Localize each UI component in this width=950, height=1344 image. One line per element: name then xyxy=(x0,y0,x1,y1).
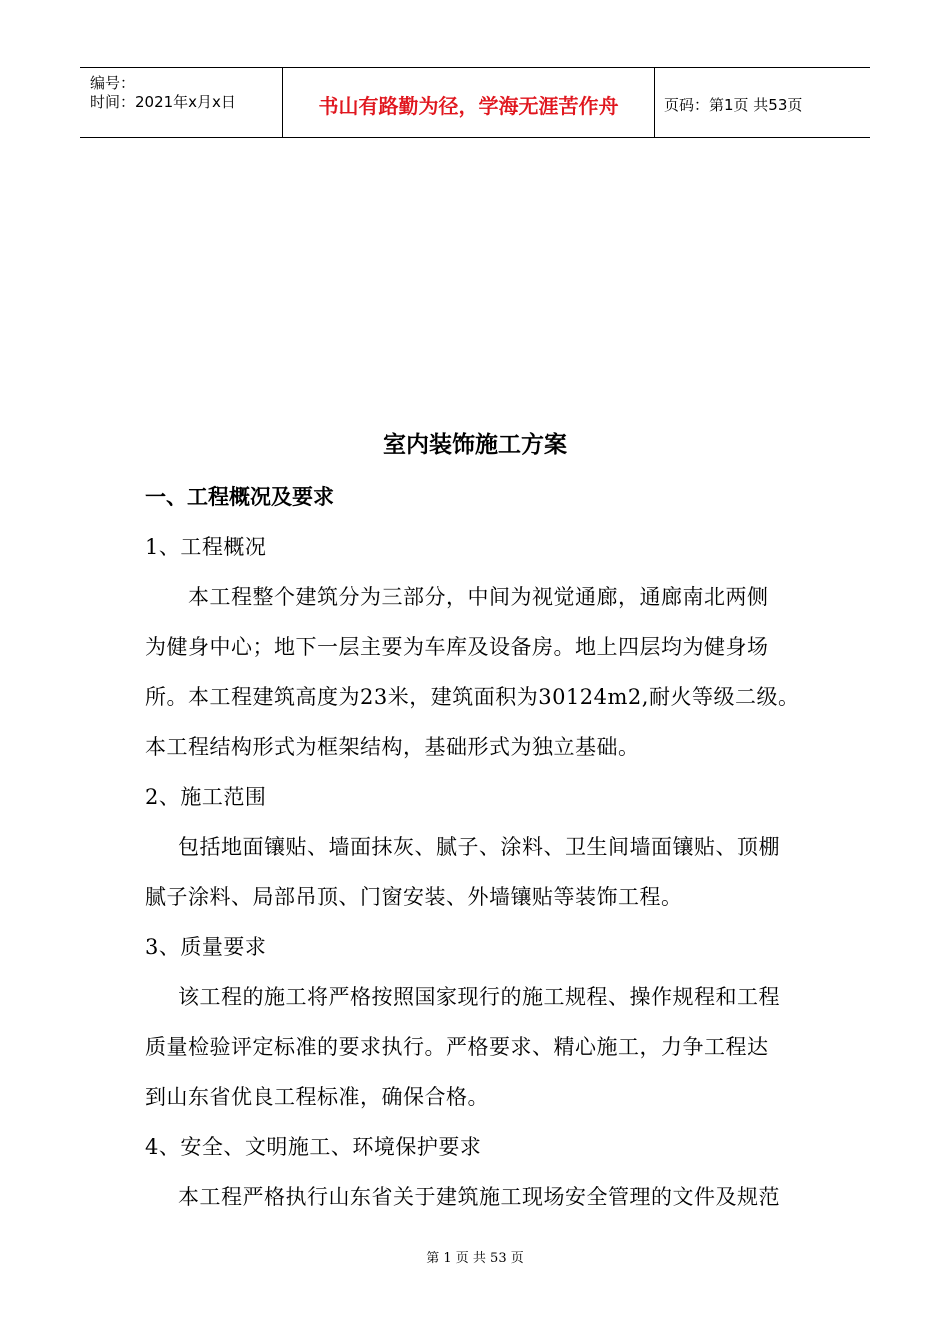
item-heading: 4、安全、文明施工、环境保护要求 xyxy=(145,1135,482,1159)
page-footer: 第 1 页 共 53 页 xyxy=(426,1251,524,1266)
header-page-cell xyxy=(654,68,870,137)
paragraph-line: 质量检验评定标准的要求执行。严格要求、精心施工，力争工程达 xyxy=(145,1035,769,1059)
paragraph-line: 为健身中心；地下一层主要为车库及设备房。地上四层均为健身场 xyxy=(145,635,769,659)
page-info: 页码：第1页 共53页 xyxy=(664,96,803,114)
document-number: 编号： xyxy=(90,74,136,92)
document-time: 时间：2021年x月x日 xyxy=(90,93,236,111)
header-info-cell xyxy=(80,68,282,137)
section-heading: 一、工程概况及要求 xyxy=(145,485,334,509)
item-heading: 1、工程概况 xyxy=(145,535,267,559)
document-title: 室内装饰施工方案 xyxy=(383,432,567,458)
item-heading: 3、质量要求 xyxy=(145,935,267,959)
paragraph-line: 包括地面镶贴、墙面抹灰、腻子、涂料、卫生间墙面镶贴、顶棚 xyxy=(178,835,780,859)
motto-text: 书山有路勤为径，学海无涯苦作舟 xyxy=(318,94,619,118)
item-heading: 2、施工范围 xyxy=(145,785,267,809)
paragraph-line: 所。本工程建筑高度为23米，建筑面积为30124m2,耐火等级二级。 xyxy=(145,685,800,709)
paragraph-line: 本工程结构形式为框架结构，基础形式为独立基础。 xyxy=(145,735,640,759)
paragraph-line: 本工程严格执行山东省关于建筑施工现场安全管理的文件及规范 xyxy=(178,1185,780,1209)
paragraph-line: 本工程整个建筑分为三部分，中间为视觉通廊，通廊南北两侧 xyxy=(188,585,769,609)
header-table xyxy=(80,67,870,138)
header-motto-cell xyxy=(282,68,655,137)
paragraph-line: 到山东省优良工程标准，确保合格。 xyxy=(145,1085,489,1109)
paragraph-line: 腻子涂料、局部吊顶、门窗安装、外墙镶贴等装饰工程。 xyxy=(145,885,683,909)
paragraph-line: 该工程的施工将严格按照国家现行的施工规程、操作规程和工程 xyxy=(178,985,780,1009)
